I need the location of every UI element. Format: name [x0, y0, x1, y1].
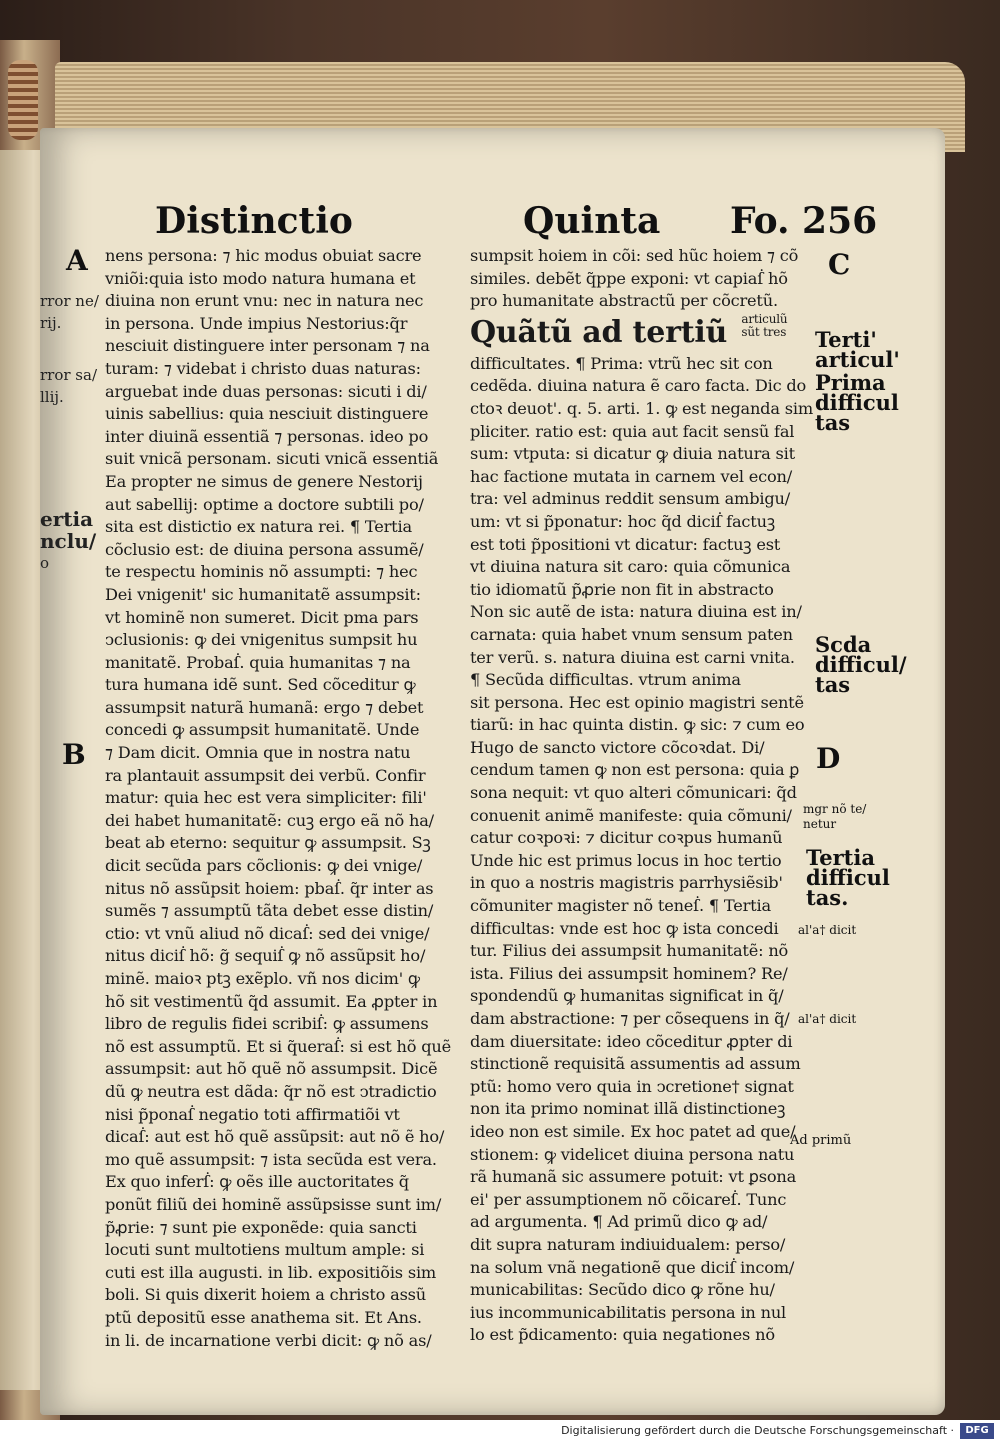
text-line: in li. de incarnatione verbi dicit: ꝙ nõ as/ [105, 1330, 432, 1350]
text-line: cõmuniter magister nõ teneẛ. ¶ Tertia [470, 896, 771, 916]
footer-bar [0, 1420, 1000, 1443]
text-line: hõ sit vestimentũ q̃d assumit. Ea ꝓpter in [105, 991, 438, 1011]
text-line: arguebat inde duas personas: sicuti i di/ [105, 381, 427, 401]
text-line: boli. Si quis dixerit hoiem a christo assũ [105, 1285, 427, 1305]
text-line: Ex quo inferẛ: ꝙ oẽs ille auctoritates q̃ [105, 1172, 409, 1192]
text-line: sumẽs ⁊ assumptũ tãta debet esse distin/ [105, 901, 434, 921]
section-heading [470, 313, 805, 353]
text-line: similes. debẽt q̃ppe exponi: vt capiaẛ hõ [470, 268, 788, 288]
margin-ad-primu: Ad primũ [790, 1133, 852, 1148]
text-line: inter diuinã essentiã ⁊ personas. ideo po [105, 426, 429, 446]
folio-number: Fo. 256 [730, 200, 878, 242]
text-line: in persona. Unde impius Nestorius:q̃r [105, 313, 408, 333]
text-line: non ita primo nominat illã distinctioneꝫ [470, 1099, 786, 1119]
text-line: ista. Filius dei assumpsit hominem? Re/ [470, 963, 788, 983]
text-line: te respectu hominis nõ assumpti: ⁊ hec [105, 562, 418, 582]
text-line: pro humanitate abstractũ per cõcretũ. [470, 291, 778, 311]
text-line: nisi p̃ponaẛ negatio toti affirmatiõi vt [105, 1104, 400, 1124]
text-line: uinis sabellius: quia nesciuit distinguere [105, 404, 429, 424]
text-line: difficultas: vnde est hoc ꝙ ista concedi [470, 918, 779, 938]
text-line: matur: quia hec est vera simpliciter: fili' [105, 788, 427, 808]
text-line: sum: vtputa: si dicatur ꝙ diuia natura sit [470, 444, 795, 464]
text-line: sit persona. Hec est opinio magistri sentẽ [470, 692, 804, 712]
text-line: Unde hic est primus locus in hoc tertio [470, 850, 782, 870]
text-line: tio idiomatũ p̃ꝓrie non fit in abstracto [470, 579, 774, 599]
margin-note-2: al'a† dicit [798, 1012, 857, 1026]
text-line: concedi ꝙ assumpsit humanitatẽ. Unde [105, 720, 420, 740]
text-line: nõ est assumptũ. Et si q̃ueraẛ: si est hõ quẽ [105, 1036, 451, 1056]
margin-tertia-difficultas: Tertia difficul tas. [806, 845, 890, 910]
text-line: manitatẽ. Probaẛ. quia humanitas ⁊ na [105, 652, 411, 672]
initial-a: A [66, 244, 88, 277]
text-line: dam abstractione: ⁊ per cõsequens in q̃/ [470, 1009, 790, 1028]
text-line: sona nequit: vt quo alteri cõmunicari: q̃d [470, 783, 797, 803]
text-line: vniõi:quia isto modo natura humana et [105, 268, 416, 288]
text-line: ad argumenta. ¶ Ad primũ dico ꝙ ad/ [470, 1212, 768, 1232]
margin-fragment: nclu/ [40, 529, 97, 553]
text-line: ponũt filiũ dei hominẽ assũpsisse sunt im/ [105, 1194, 442, 1214]
initial-b: B [62, 738, 86, 771]
dfg-logo: DFG [960, 1423, 994, 1439]
text-line: na solum vnã negationẽ que diciẛ incom/ [470, 1257, 795, 1277]
text-line: nens persona: ⁊ hic modus obuiat sacre [105, 246, 422, 265]
text-line: diuina non erunt vnu: nec in natura nec [105, 291, 424, 311]
text-line: nitus diciẛ hõ: g̃ sequiẛ ꝙ nõ assũpsit ho/ [105, 946, 426, 966]
text-line: ptũ: homo vero quia in ↄcretione† signat [470, 1076, 794, 1096]
text-line: turam: ⁊ videbat i christo duas naturas: [105, 358, 421, 378]
text-line: cedẽda. diuina natura ẽ caro facta. Dic do [470, 376, 807, 396]
text-line: stionem: ꝙ videlicet diuina persona natu [470, 1144, 795, 1164]
margin-fragment: o [40, 554, 50, 572]
running-head-center: Quinta [523, 200, 661, 242]
left-margin-cut-text [40, 290, 99, 590]
text-line: Dei vnigenit' sic humanitatẽ assumpsit: [105, 584, 421, 604]
text-line: assumpsit: aut hõ quẽ nõ assumpsit. Dicẽ [105, 1059, 438, 1079]
text-line: pliciter. ratio est: quia aut facit sensũ fal [470, 421, 795, 441]
text-line: ideo non est simile. Ex hoc patet ad que/ [470, 1121, 796, 1141]
text-line: catur coꝛpoꝛi: ⁊ dicitur coꝛpus humanũ [470, 828, 783, 848]
running-head-left: Distinctio [155, 200, 353, 242]
margin-fragment: rror sa/ [40, 366, 98, 384]
text-line: ter verũ. s. natura diuina est carni vnita. [470, 647, 795, 667]
text-line: vt diuina natura sit caro: quia cõmunica [470, 557, 791, 577]
text-line: difficultates. ¶ Prima: vtrũ hec sit con [470, 353, 773, 373]
text-line: dam diuersitate: ideo cõceditur ꝓpter di [470, 1031, 793, 1051]
margin-mgr-non-tenetur: mgr nõ te/ netur [803, 802, 867, 831]
text-line: stinctionẽ requisitã assumentis ad assum [470, 1054, 801, 1074]
text-line: lo est p̃dicamento: quia negationes nõ [470, 1325, 775, 1345]
text-line: ¶ Secũda difficultas. vtrum anima [470, 670, 741, 690]
margin-note-1: al'a† dicit [798, 923, 857, 937]
text-line: dicaẛ: aut est hõ quẽ assũpsit: aut nõ ẽ ho/ [105, 1127, 445, 1147]
text-line: carnata: quia habet vnum sensum paten [470, 624, 793, 644]
margin-fragment: ertia [40, 507, 94, 531]
text-line: minẽ. maioꝛ ptꝫ exẽplo. vñ nos dicim' ꝙ [105, 969, 420, 988]
text-line: libro de regulis fidei scribiẛ: ꝙ assumens [105, 1014, 429, 1034]
margin-tertius-articulus: Terti' articul' [815, 327, 900, 372]
text-line: tura humana idẽ sunt. Sed cõceditur ꝙ [105, 675, 416, 695]
text-line: spondendũ ꝙ humanitas significat in q̃/ [470, 986, 784, 1006]
text-line: Ea propter ne simus de genere Nestorij [105, 471, 423, 491]
text-line: dicit secũda pars cõclionis: ꝙ dei vnige/ [105, 856, 423, 876]
heading-small-2: sũt tres [741, 324, 787, 339]
funding-credit: Digitalisierung gefördert durch die Deutsche Forschungsgemeinschaft · [561, 1424, 954, 1437]
text-line: rã humanã sic assumere potuit: vt ꝑsona [470, 1167, 797, 1187]
text-line: dũ ꝙ neutra est dãda: q̃r nõ est ↄtradictio [105, 1081, 437, 1101]
margin-secunda-difficultas: Scda difficul/ tas [815, 632, 907, 697]
text-line: ptũ depositũ esse anathema sit. Et Ans. [105, 1307, 422, 1327]
text-line: mo quẽ assumpsit: ⁊ ista secũda est vera. [105, 1149, 437, 1169]
initial-d: D [816, 742, 841, 775]
margin-fragment: llij. [40, 388, 64, 406]
text-line: sita est distictio ex natura rei. ¶ Tertia [105, 517, 412, 537]
text-line: Non sic autẽ de ista: natura diuina est in/ [470, 602, 802, 622]
text-line: p̃ꝓrie: ⁊ sunt pie exponẽde: quia sancti [105, 1217, 417, 1237]
text-line: cendum tamen ꝙ non est persona: quia ꝑ [470, 760, 800, 780]
text-line: vt hominẽ non sumeret. Dicit pma pars [105, 607, 419, 627]
text-line: beat ab eterno: sequitur ꝙ assumpsit. Sꝫ [105, 833, 431, 853]
spine-bands [8, 60, 38, 140]
margin-fragment: rror ne/ [40, 292, 99, 310]
text-line: ↄclusionis: ꝙ dei vnigenitus sumpsit hu [105, 630, 418, 650]
right-text-column [470, 245, 813, 1347]
text-line: sumpsit hoiem in cõi: sed hũc hoiem ⁊ cõ [470, 246, 799, 265]
text-line: nitus nõ assũpsit hoiem: pbaẛ. q̃r inter as [105, 878, 434, 898]
text-line: um: vt si p̃ponatur: hoc q̃d diciẛ factuꝫ [470, 511, 775, 531]
text-line: tra: vel adminus reddit sensum ambigu/ [470, 489, 790, 509]
text-line: nesciuit distinguere inter personam ⁊ na [105, 336, 430, 356]
text-line: ius incommunicabilitatis persona in nul [470, 1302, 787, 1322]
margin-fragment: rij. [40, 314, 62, 332]
text-line: ei' per assumptionem nõ cõicareẛ. Tunc [470, 1189, 787, 1209]
text-line: dit supra naturam indiuidualem: perso/ [470, 1234, 786, 1254]
text-line: est toti p̃positioni vt dicatur: factuꝫ est [470, 534, 781, 554]
margin-prima-difficultas: Prima difficul tas [815, 370, 899, 435]
text-line: Hugo de sancto victore cõcoꝛdat. Di/ [470, 737, 765, 757]
heading-text: Quãtũ ad tertiũ [470, 314, 728, 350]
text-line: locuti sunt multotiens multum ample: si [105, 1240, 425, 1260]
text-line: ctoꝛ deuot'. q. 5. arti. 1. ꝙ est neganda sim [470, 398, 813, 418]
text-line: in quo a nostris magistris parrhysiẽsib' [470, 873, 783, 893]
text-line: dei habet humanitatẽ: cuꝫ ergo eã nõ ha/ [105, 810, 434, 830]
text-line: tur. Filius dei assumpsit humanitatẽ: nõ [470, 941, 789, 961]
text-line: aut sabellij: optime a doctore subtili po/ [105, 494, 424, 514]
text-line: cõclusio est: de diuina persona assumẽ/ [105, 539, 424, 559]
text-line: suit vnicã personam. sicuti vnicã essentiã [105, 449, 439, 469]
initial-c: C [828, 248, 851, 281]
text-line: assumpsit naturã humanã: ergo ⁊ debet [105, 697, 424, 717]
text-line: tiarũ: in hac quinta distin. ꝙ sic: ⁊ cum eo [470, 715, 805, 735]
text-line: cuti est illa augusti. in lib. expositiõis sim [105, 1262, 437, 1282]
text-line: ra plantauit assumpsit dei verbũ. Confir [105, 765, 426, 785]
text-line: hac factione mutata in carnem vel econ/ [470, 466, 793, 486]
text-line: ⁊ Dam dicit. Omnia que in nostra natu [105, 743, 411, 763]
text-line: ctio: vt vnũ aliud nõ dicaẛ: sed dei vnige/ [105, 923, 430, 943]
text-line: municabilitas: Secũdo dico ꝙ rõne hu/ [470, 1280, 775, 1300]
heading-small-1: articulũ [741, 311, 788, 326]
left-text-column [105, 245, 457, 1352]
text-line: conuenit animẽ manifeste: quia cõmuni/ [470, 805, 792, 825]
